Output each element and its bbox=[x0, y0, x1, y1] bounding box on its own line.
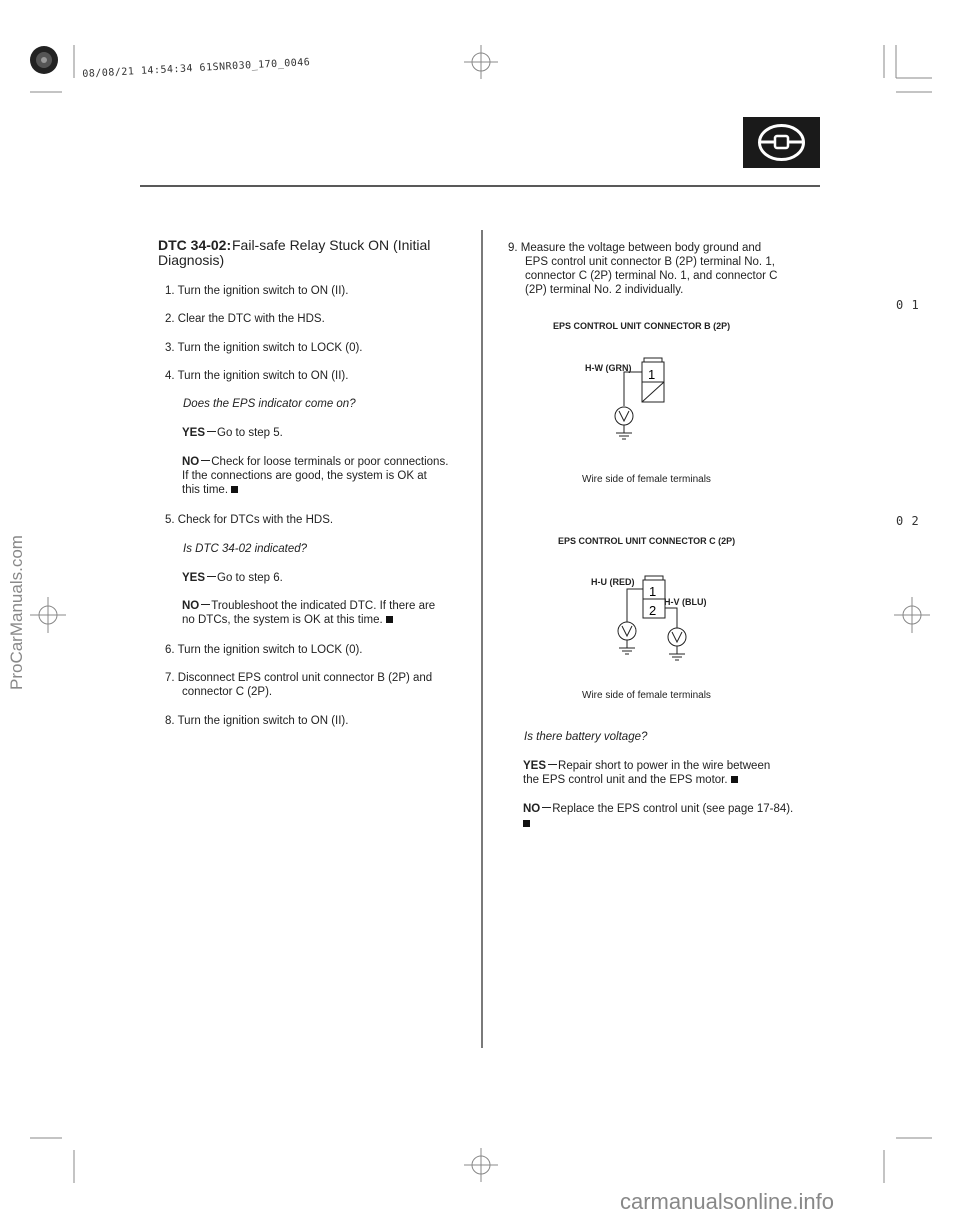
crosshair-top-icon bbox=[464, 45, 498, 79]
step-7-line2: connector C (2P). bbox=[182, 686, 273, 698]
step-4: 4. Turn the ignition switch to ON (II). bbox=[165, 370, 349, 382]
no-4 bbox=[182, 455, 448, 469]
steering-section-tab bbox=[743, 117, 820, 168]
end-square-icon bbox=[523, 820, 530, 827]
yes-4 bbox=[182, 426, 283, 440]
yes-9 bbox=[523, 759, 770, 773]
end-square-icon bbox=[231, 486, 238, 493]
crosshair-left-icon bbox=[30, 597, 66, 633]
yes-text: Repair short to power in the wire between bbox=[558, 760, 771, 772]
question-5: Is DTC 34-02 indicated? bbox=[183, 543, 308, 555]
no-5-line2 bbox=[182, 613, 393, 627]
registration-target-icon bbox=[30, 46, 58, 74]
no-4-line2: If the connections are good, the system is OK at bbox=[182, 470, 427, 482]
step-1: 1. Turn the ignition switch to ON (II). bbox=[165, 285, 349, 297]
yes-text: Go to step 6. bbox=[217, 572, 283, 584]
connector-b-caption: Wire side of female terminals bbox=[582, 474, 711, 485]
no-9 bbox=[523, 802, 793, 816]
steering-wheel-icon bbox=[743, 117, 820, 168]
connector-c-title: EPS CONTROL UNIT CONNECTOR C (2P) bbox=[558, 536, 736, 546]
yes-9-line2-text: the EPS control unit and the EPS motor. bbox=[523, 774, 728, 786]
step-2: 2. Clear the DTC with the HDS. bbox=[165, 313, 325, 325]
connector-b-terminal-1: 1 bbox=[648, 367, 656, 382]
no-5 bbox=[182, 599, 435, 613]
side-watermark: ProCarManuals.com bbox=[7, 535, 26, 690]
yes-text: Go to step 5. bbox=[217, 427, 283, 439]
yes-5 bbox=[182, 571, 283, 585]
connector-c-wire2-label: H-V (BLU) bbox=[664, 597, 707, 607]
no-9-end bbox=[523, 817, 530, 831]
connector-b-wire-label: H-W (GRN) bbox=[585, 363, 632, 373]
step-6: 6. Turn the ignition switch to LOCK (0). bbox=[165, 644, 363, 656]
no-text: Troubleshoot the indicated DTC. If there are bbox=[211, 600, 436, 612]
yes-label: YES bbox=[182, 427, 206, 439]
step-9-line3: connector C (2P) terminal No. 1, and connector C bbox=[525, 270, 778, 282]
question-4: Does the EPS indicator come on? bbox=[183, 398, 356, 410]
step-9-line4: (2P) terminal No. 2 individually. bbox=[525, 284, 684, 296]
no-label: NO bbox=[182, 456, 200, 468]
connector-c-terminal-2: 2 bbox=[649, 603, 657, 618]
step-9-line1: 9. Measure the voltage between body ground and bbox=[508, 242, 762, 254]
question-9: Is there battery voltage? bbox=[524, 731, 648, 743]
crosshair-bottom-icon bbox=[464, 1148, 498, 1182]
no-4-line3 bbox=[182, 483, 238, 497]
no-text: Replace the EPS control unit (see page 17-84). bbox=[552, 803, 794, 815]
connector-c-diagram bbox=[610, 568, 700, 668]
no-label: NO bbox=[523, 803, 541, 815]
connector-c-wire1-label: H-U (RED) bbox=[591, 577, 635, 587]
dtc-title-line2: Diagnosis) bbox=[158, 252, 225, 268]
step-9-line2: EPS control unit connector B (2P) terminal No. 1, bbox=[525, 256, 775, 268]
voltmeter-1-icon bbox=[618, 589, 643, 654]
yes-9-line2 bbox=[523, 773, 738, 787]
print-stamp: 08/08/21 14:54:34 61SNR030_170_0046 bbox=[82, 57, 311, 80]
margin-marker-2: 0 2 bbox=[896, 514, 920, 528]
voltmeter-icon bbox=[615, 372, 642, 439]
connector-c-terminal-1: 1 bbox=[649, 584, 657, 599]
bottom-watermark: carmanualsonline.info bbox=[620, 1189, 835, 1214]
connector-b-title: EPS CONTROL UNIT CONNECTOR B (2P) bbox=[553, 321, 731, 331]
step-5: 5. Check for DTCs with the HDS. bbox=[165, 514, 334, 526]
step-3: 3. Turn the ignition switch to LOCK (0). bbox=[165, 342, 363, 354]
connector-c-caption: Wire side of female terminals bbox=[582, 690, 711, 701]
yes-label: YES bbox=[523, 760, 547, 772]
crosshair-right-icon bbox=[894, 597, 930, 633]
no-4-line3-text: this time. bbox=[182, 484, 229, 496]
margin-marker-1: 0 1 bbox=[896, 298, 920, 312]
no-label: NO bbox=[182, 600, 200, 612]
dtc-title-line1: Fail-safe Relay Stuck ON (Initial bbox=[232, 237, 431, 253]
end-square-icon bbox=[386, 616, 393, 623]
no-text: Check for loose terminals or poor connections. bbox=[211, 456, 449, 468]
dtc-code: DTC 34-02: bbox=[158, 237, 232, 253]
step-8: 8. Turn the ignition switch to ON (II). bbox=[165, 715, 349, 727]
yes-label: YES bbox=[182, 572, 206, 584]
step-7-line1: 7. Disconnect EPS control unit connector B (2P) and bbox=[165, 672, 433, 684]
voltmeter-2-icon bbox=[665, 608, 686, 660]
connector-b-diagram bbox=[600, 350, 670, 445]
end-square-icon bbox=[731, 776, 738, 783]
no-5-line2-text: no DTCs, the system is OK at this time. bbox=[182, 614, 383, 626]
